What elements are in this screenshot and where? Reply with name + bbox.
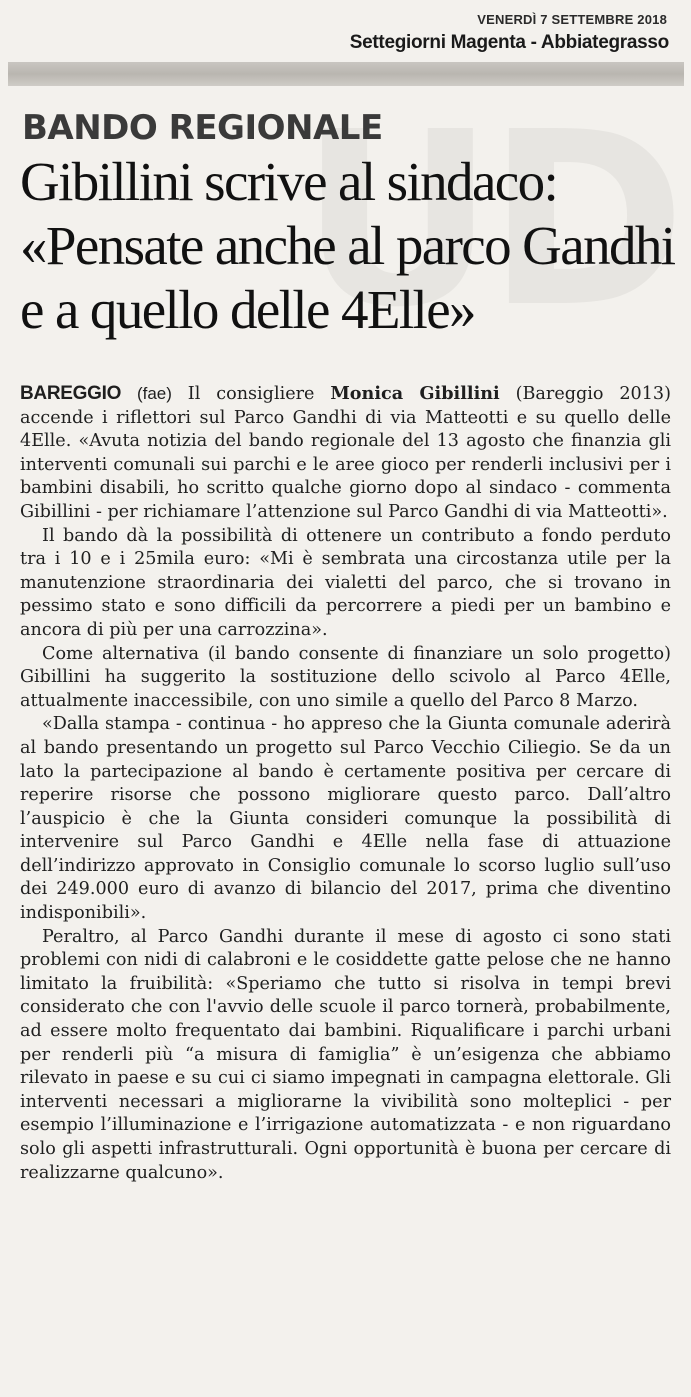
- article-paragraph: Peraltro, al Parco Gandhi durante il mese di agosto ci sono stati problemi con nidi di calabroni e le cosiddette gatte pelose che ne hanno limitato la fruibilità: «Speriamo che tutto si risolva in tempi brevi considerato che con l'avvio delle scuole il parco tornerà, probabilmente, ad essere molto frequentato dai bambini. Riqualificare i parchi urbani per renderli più “a misura di famiglia” è un’esigenza che abbiamo rilevato in paese e su cui ci siamo impegnati in campagna elettorale. Gli interventi necessari a migliorarne la vivibilità sono molteplici - per esempio l’illuminazione e l’irrigazione automatizzata - e non riguardano solo gli aspetti infrastrutturali. Ogni opportunità è buona per cercare di realizzarne qualcuno».: [20, 926, 671, 1183]
- article-body: [20, 382, 671, 1185]
- lead-text-before-name: Il consigliere: [171, 384, 331, 404]
- author-tag: (fae): [136, 384, 172, 403]
- person-name: Monica Gibillini: [330, 383, 500, 404]
- dateline: BAREGGIO: [20, 383, 122, 404]
- article-headline: Gibillini scrive al sindaco: «Pensate anche al parco Gandhi e a quello delle 4Elle»: [20, 151, 675, 340]
- article-paragraph: «Dalla stampa - continua - ho appreso che la Giunta comunale aderirà al bando presentando un progetto sul Parco Vecchio Ciliegio. Se da un lato la partecipazione al bando è certamente positiva per cercare di reperire risorse che possono migliorare questo parco. Dall’altro l’auspicio è che la Giunta consideri comunque la possibilità di intervenire sul Parco Gandhi e 4Elle nella fase di attuazione dell’indirizzo approvato in Consiglio comunale lo scorso luglio sull’uso dei 249.000 euro di avanzo di bilancio del 2017, prima che diventino indisponibili».: [20, 714, 671, 924]
- section-kicker: BANDO REGIONALE: [22, 108, 383, 148]
- article-paragraph: Il bando dà la possibilità di ottenere un contributo a fondo perduto tra i 10 e i 25mila euro: «Mi è sembrata una circostanza utile per la manutenzione straordinaria dei vialetti del parco, che si trovano in pessimo stato e sono difficili da percorrere a piedi per un bambino e ancora di più per una carrozzina».: [20, 525, 671, 640]
- article-paragraph: Come alternativa (il bando consente di finanziare un solo progetto) Gibillini ha suggerito la sostituzione dello scivolo al Parco 4Elle, attualmente inaccessibile, con uno simile a quello del Parco 8 Marzo.: [20, 643, 671, 711]
- lead-text-after-name: (Bareggio 2013) accende i riflettori sul Parco Gandhi di via Matteotti e su quello delle 4Elle. «Avuta notizia del bando regionale del 13 agosto che finanzia gli interventi comunali sui parchi e le aree gioco per renderli inclusivi per i bambini disabili, ho scritto qualche giorno dopo al sindaco - commenta Gibillini - per richiamare l’attenzione sul Parco Gandhi di via Matteotti».: [20, 384, 671, 522]
- publication-name: Settegiorni Magenta - Abbiategrasso: [349, 32, 669, 53]
- issue-date: VENERDÌ 7 SETTEMBRE 2018: [477, 12, 667, 27]
- article-paragraph-lead: [20, 382, 671, 525]
